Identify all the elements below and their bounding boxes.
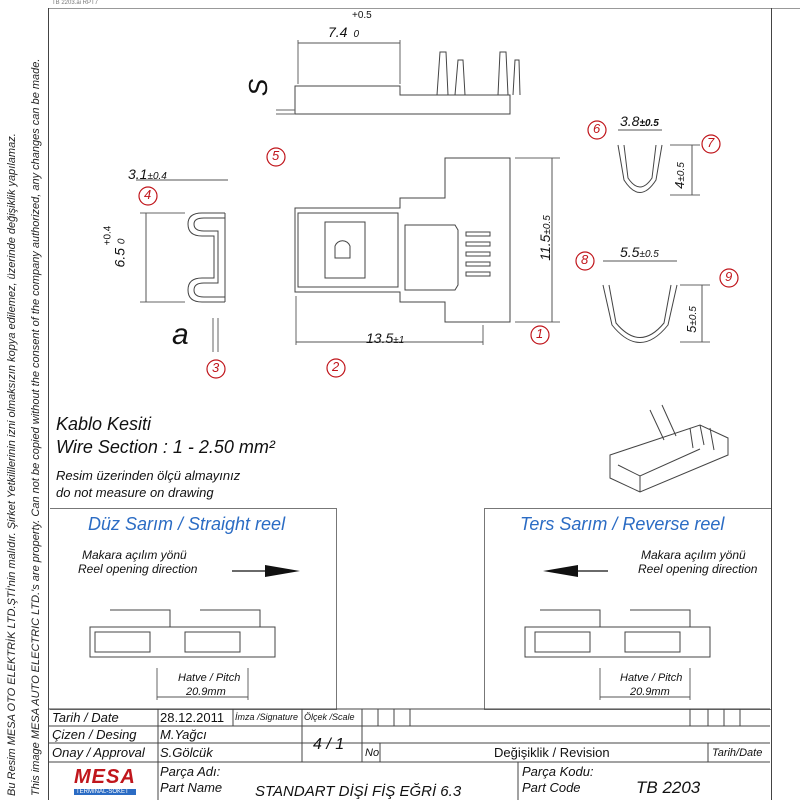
dim-6-5-tol: +0.4 [102, 225, 114, 246]
dim-7-4: 7.4 0 [328, 24, 360, 40]
marker-8: 8 [581, 252, 589, 267]
dim-3-1: 3.1±0.4 [128, 166, 167, 182]
marker-3: 3 [212, 360, 220, 375]
straight-pitch-label: Hatve / Pitch [178, 672, 241, 684]
wire-title-tr: Kablo Kesiti [56, 414, 152, 434]
reverse-pitch-value: 20.9mm [630, 686, 670, 698]
marker-9: 9 [725, 269, 733, 284]
logo-sub: TERMINAL-SOKET [74, 789, 136, 795]
side-notice-en: This image MESA AUTO ELECTRIC LTD.'s are property. Can not be copied without the consent of the company authorized, any changes can be made. [30, 58, 42, 796]
scale-label: Ölçek /Scale [304, 712, 355, 722]
dim-7-4-tol: +0.5 [352, 10, 372, 21]
straight-dir-en: Reel opening direction [78, 562, 198, 576]
date-label: Tarih / Date [52, 710, 119, 725]
signature-label: İmza /Signature [235, 712, 299, 722]
dim-4: 4±0.5 [671, 162, 687, 189]
scale-value: 4 / 1 [313, 736, 345, 753]
reverse-dir-tr: Makara açılım yönü [641, 548, 746, 562]
reverse-dir-en: Reel opening direction [638, 562, 758, 576]
drawn-label: Çizen / Desing [52, 727, 137, 742]
dim-s-label: S [243, 78, 274, 97]
mesa-logo [74, 766, 152, 800]
dim-5-5: 5.5±0.5 [620, 244, 659, 260]
approval-value: S.Gölcük [160, 745, 213, 760]
doc-code-strip: TB 2203.ai RPT7 [52, 0, 99, 6]
marker-7: 7 [707, 135, 715, 150]
straight-pitch-value: 20.9mm [186, 686, 226, 698]
reverse-pitch-label: Hatve / Pitch [620, 672, 683, 684]
reverse-reel-title: Ters Sarım / Reverse reel [520, 514, 725, 534]
dim-a-label: a [172, 318, 189, 351]
drawn-value: M.Yağcı [160, 727, 207, 742]
no-label: No [365, 747, 380, 759]
approval-label: Onay / Approval [52, 745, 145, 760]
part-name-value: STANDART DİŞİ FİŞ EĞRİ 6.3 [255, 783, 462, 800]
marker-4: 4 [144, 187, 152, 202]
dim-6-5: 6.5 0 [111, 238, 128, 268]
logo-text: MESA [74, 766, 136, 788]
marker-1: 1 [536, 326, 544, 341]
marker-2: 2 [332, 359, 340, 374]
date-value: 28.12.2011 [160, 710, 225, 725]
marker-6: 6 [593, 121, 601, 136]
dim-13-5: 13.5±1 [366, 330, 405, 346]
note-en: do not measure on drawing [56, 485, 214, 500]
rev-date-label: Tarih/Date [712, 747, 763, 759]
marker-5: 5 [272, 148, 280, 163]
part-code-label-tr: Parça Kodu: [522, 764, 594, 779]
part-code-value: TB 2203 [636, 778, 701, 797]
revision-label: Değişiklik / Revision [494, 745, 610, 760]
dim-3-8: 3.8±0.5 [620, 113, 659, 129]
straight-reel-title: Düz Sarım / Straight reel [88, 514, 286, 534]
dim-11-5: 11.5±0.5 [536, 215, 553, 261]
note-tr: Resim üzerinden ölçü almayınız [56, 468, 241, 483]
wire-title-en: Wire Section : 1 - 2.50 mm² [56, 437, 275, 457]
dim-5: 5±0.5 [683, 306, 699, 333]
straight-dir-tr: Makara açılım yönü [82, 548, 187, 562]
part-name-label-en: Part Name [160, 780, 223, 795]
side-notice-tr: Bu Resim MESA OTO ELEKTRİK LTD.ŞTİ'nin malıdır. Şirket Yetkililerinin izni olmaksızın kopya edilemez, üzerinde değişiklik yapılamaz. [6, 133, 18, 796]
part-code-label-en: Part Code [522, 780, 581, 795]
part-name-label-tr: Parça Adı: [160, 764, 221, 779]
